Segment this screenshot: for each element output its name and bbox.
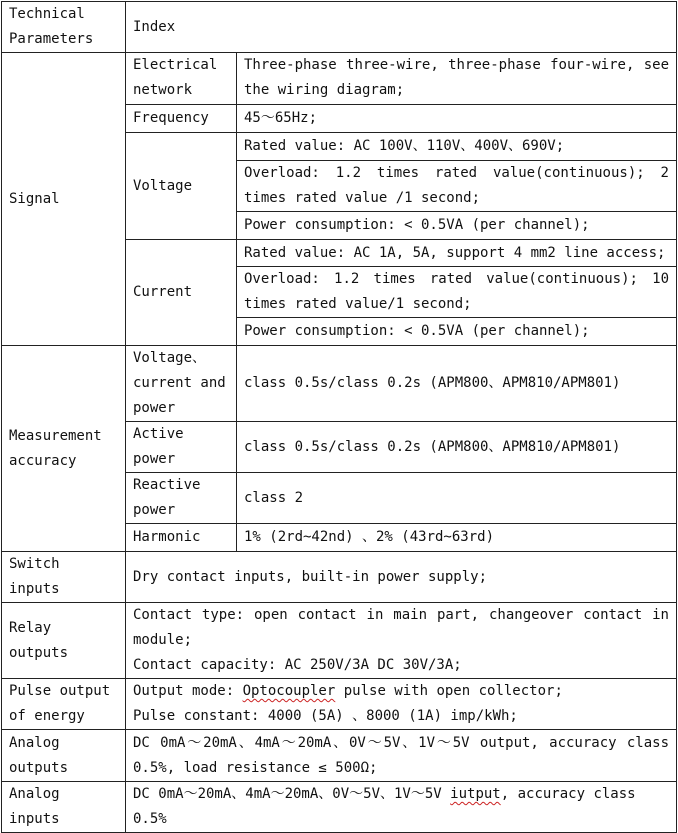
header-row [2,2,677,53]
value-analog-inputs [126,782,677,833]
param-voltage-current-power: Voltage、current and power [126,346,237,422]
value-voltage-current-power: class 0.5s/class 0.2s (APM800、APM810/APM801) [237,346,677,422]
value-current-power: Power consumption: < 0.5VA (per channel); [237,318,677,346]
table-row [2,346,677,422]
table-row [2,730,677,782]
section-switch-inputs: Switch inputs [2,552,126,603]
pulse-constant: Pulse constant: 4000 (5A) 、8000 (1A) imp/kWh; [133,708,518,724]
value-pulse-output [126,679,677,730]
param-harmonic: Harmonic [126,524,237,552]
header-technical-parameters: Technical Parameters [2,2,126,53]
param-frequency: Frequency [126,105,237,133]
value-harmonic: 1% (2rd~42nd) 、2% (43rd~63rd) [237,524,677,552]
spellcheck-word: iutput [450,786,501,802]
relay-contact-capacity: Contact capacity: AC 250V/3A DC 30V/3A; [133,657,462,673]
header-index: Index [126,2,677,53]
param-current: Current [126,240,237,346]
technical-parameters-table [1,1,677,833]
value-electrical-network: Three-phase three-wire, three-phase four-wire, see the wiring diagram; [237,53,677,105]
value-frequency: 45～65Hz; [237,105,677,133]
param-active-power: Active power [126,422,237,473]
value-current-overload: Overload: 1.2 times rated value(continuous); 10 times rated value/1 second; [237,267,677,318]
param-reactive-power: Reactive power [126,473,237,524]
analog-inputs-suffix: , accuracy class 0.5% [133,786,636,827]
section-analog-outputs: Analog outputs [2,730,126,782]
value-current-rated: Rated value: AC 1A, 5A, support 4 mm2 line access; [237,240,677,267]
section-measurement-accuracy: Measurement accuracy [2,346,126,552]
pulse-output-mode-suffix: pulse with open collector; [335,683,563,699]
value-active-power: class 0.5s/class 0.2s (APM800、APM810/APM801) [237,422,677,473]
value-voltage-power: Power consumption: < 0.5VA (per channel); [237,212,677,240]
analog-inputs-prefix: DC 0mA～20mA、4mA～20mA、0V～5V、1V～5V [133,786,451,802]
table-row [2,53,677,105]
table-row [2,679,677,730]
section-analog-inputs: Analog inputs [2,782,126,833]
relay-contact-type: Contact type: open contact in main part, changeover contact in module; [133,607,669,648]
section-relay-outputs: Relay outputs [2,603,126,679]
pulse-output-mode-prefix: Output mode: [133,683,243,699]
param-electrical-network: Electrical network [126,53,237,105]
value-voltage-rated: Rated value: AC 100V、110V、400V、690V; [237,133,677,161]
value-switch-inputs: Dry contact inputs, built-in power supply; [126,552,677,603]
pulse-output-mode [133,679,669,704]
table-row [2,552,677,603]
value-relay-outputs [126,603,677,679]
section-signal: Signal [2,53,126,346]
value-voltage-overload: Overload: 1.2 times rated value(continuous); 2 times rated value /1 second; [237,161,677,212]
spellcheck-word: Optocoupler [242,683,336,699]
table-row [2,603,677,679]
value-analog-outputs: DC 0mA～20mA、4mA～20mA、0V～5V、1V～5V output, accuracy class 0.5%, load resistance ≤ 500Ω; [126,730,677,782]
value-reactive-power: class 2 [237,473,677,524]
table-row [2,782,677,833]
section-pulse-output: Pulse output of energy [2,679,126,730]
param-voltage: Voltage [126,133,237,240]
